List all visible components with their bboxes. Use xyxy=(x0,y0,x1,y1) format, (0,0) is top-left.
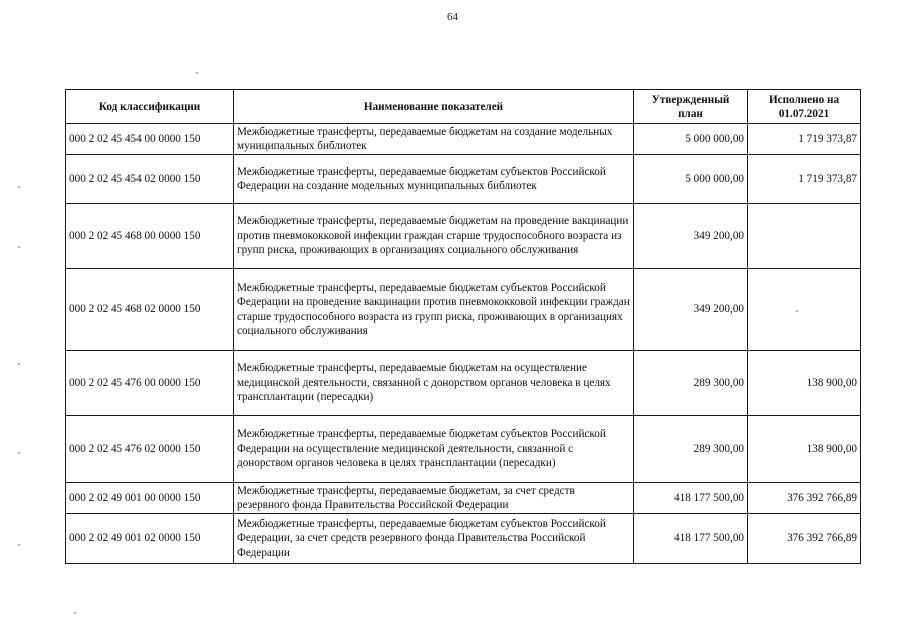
approved-plan: 5 000 000,00 xyxy=(634,124,748,155)
approved-plan: 349 200,00 xyxy=(634,269,748,351)
table-row xyxy=(66,269,861,351)
classification-code: 000 2 02 45 454 00 0000 150 xyxy=(66,124,234,155)
table-row xyxy=(66,483,861,514)
classification-code: 000 2 02 45 476 00 0000 150 xyxy=(66,351,234,416)
classification-code: 000 2 02 45 468 00 0000 150 xyxy=(66,204,234,269)
scan-speck xyxy=(18,452,20,454)
approved-plan: 418 177 500,00 xyxy=(634,483,748,514)
executed-amount xyxy=(748,204,861,269)
executed-amount: 1 719 373,87 xyxy=(748,155,861,204)
classification-code: 000 2 02 49 001 00 0000 150 xyxy=(66,483,234,514)
scan-speck xyxy=(18,186,20,188)
col-header-name: Наименование показателей xyxy=(234,90,634,124)
indicator-name: Межбюджетные трансферты, передаваемые бюджетам на проведение вакцинации против пневмококковой инфекции граждан старше трудоспособного возраста из групп риска, проживающих в организациях социального обслуживания xyxy=(234,204,634,269)
classification-code: 000 2 02 45 454 02 0000 150 xyxy=(66,155,234,204)
classification-code: 000 2 02 45 468 02 0000 150 xyxy=(66,269,234,351)
table-header-row xyxy=(66,90,861,124)
approved-plan: 349 200,00 xyxy=(634,204,748,269)
scan-speck xyxy=(18,544,20,546)
classification-code: 000 2 02 45 476 02 0000 150 xyxy=(66,416,234,483)
col-header-code: Код классификации xyxy=(66,90,234,124)
indicator-name: Межбюджетные трансферты, передаваемые бюджетам, за счет средств резервного фонда Правительства Российской Федерации xyxy=(234,483,634,514)
table-row xyxy=(66,514,861,564)
scan-speck xyxy=(196,72,198,74)
executed-amount: 376 392 766,89 xyxy=(748,483,861,514)
indicator-name: Межбюджетные трансферты, передаваемые бюджетам субъектов Российской Федерации на осуществление медицинской деятельности, связанной с донорством органов человека в целях трансплантации (пересадки) xyxy=(234,416,634,483)
table-row xyxy=(66,204,861,269)
approved-plan: 289 300,00 xyxy=(634,351,748,416)
scan-speck xyxy=(18,246,20,248)
executed-amount: 138 900,00 xyxy=(748,351,861,416)
indicator-name: Межбюджетные трансферты, передаваемые бюджетам на создание модельных муниципальных библиотек xyxy=(234,124,634,155)
approved-plan: 5 000 000,00 xyxy=(634,155,748,204)
indicator-name: Межбюджетные трансферты, передаваемые бюджетам на осуществление медицинской деятельности, связанной с донорством органов человека в целях трансплантации (пересадки) xyxy=(234,351,634,416)
col-header-plan: Утвержденный план xyxy=(634,90,748,124)
scan-speck xyxy=(74,612,76,614)
executed-amount: 1 719 373,87 xyxy=(748,124,861,155)
col-header-executed: Исполнено на 01.07.2021 xyxy=(748,90,861,124)
indicator-name: Межбюджетные трансферты, передаваемые бюджетам субъектов Российской Федерации, за счет средств резервного фонда Правительства Российской Федерации xyxy=(234,514,634,564)
table-row xyxy=(66,351,861,416)
executed-amount: 376 392 766,89 xyxy=(748,514,861,564)
page-number: 64 xyxy=(447,11,458,23)
scan-speck xyxy=(18,363,20,365)
executed-amount xyxy=(748,269,861,351)
indicator-name: Межбюджетные трансферты, передаваемые бюджетам субъектов Российской Федерации на создание модельных муниципальных библиотек xyxy=(234,155,634,204)
approved-plan: 418 177 500,00 xyxy=(634,514,748,564)
table-row xyxy=(66,416,861,483)
table-row xyxy=(66,155,861,204)
table-row xyxy=(66,124,861,155)
classification-code: 000 2 02 49 001 02 0000 150 xyxy=(66,514,234,564)
budget-table xyxy=(65,89,861,564)
indicator-name: Межбюджетные трансферты, передаваемые бюджетам субъектов Российской Федерации на проведение вакцинации против пневмококковой инфекции граждан старше трудоспособного возраста из групп риска, проживающих в организациях социального обслуживания xyxy=(234,269,634,351)
approved-plan: 289 300,00 xyxy=(634,416,748,483)
executed-amount: 138 900,00 xyxy=(748,416,861,483)
